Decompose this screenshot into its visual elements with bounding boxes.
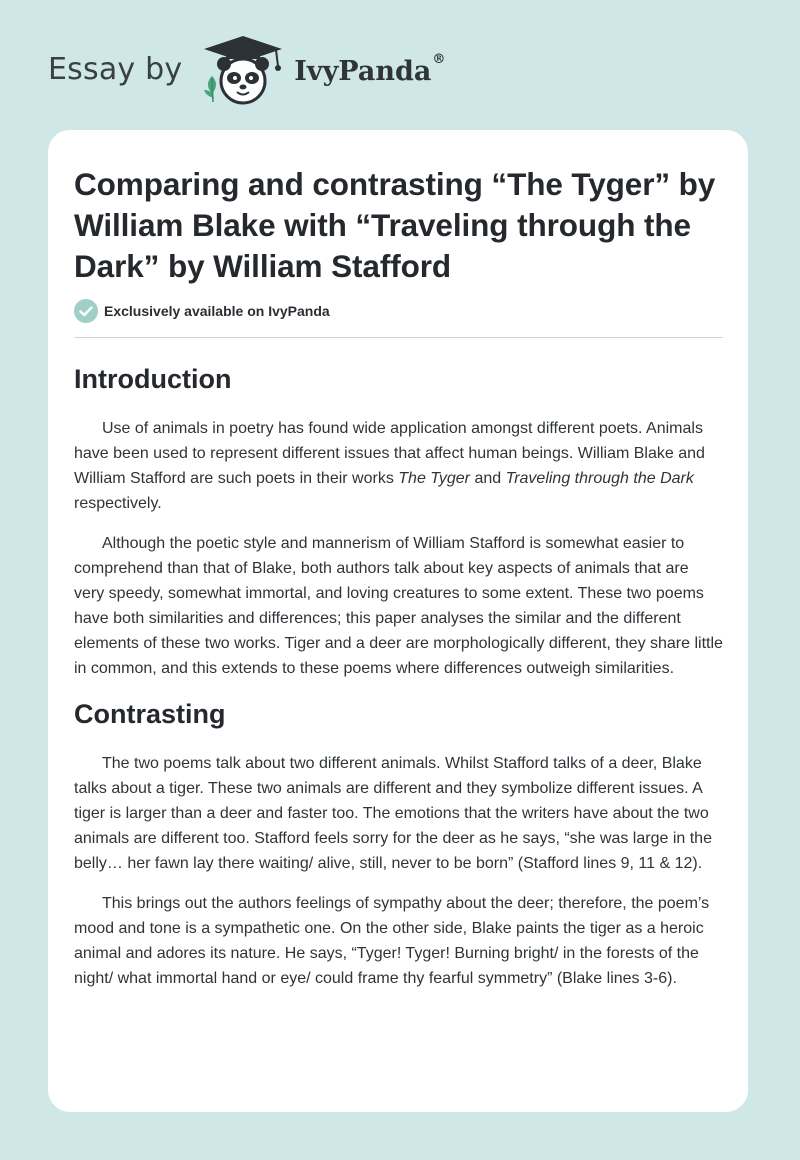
paragraph: Although the poetic style and mannerism of William Stafford is somewhat easier to comprehend than that of Blake, both authors talk about key aspects of animals that are very speedy, somewhat immortal, and loving creatures to some extent. These two poems have both similarities and differences; this paper analyses the similar and the different elements of these two works. Tiger and a deer are morphologically different, they share little in common, and this extends to these poems where differences outweigh similarities. (74, 535, 723, 677)
exclusive-badge (74, 299, 723, 323)
check-circle-icon (74, 299, 98, 323)
brand-name[interactable] (294, 51, 446, 87)
section-heading-introduction: Introduction (74, 364, 232, 394)
paragraph-text: and (470, 470, 506, 487)
essay-title: Comparing and contrasting “The Tyger” by William Blake with “Traveling through the Dark” by William Stafford (74, 166, 716, 284)
title-divider (74, 337, 723, 338)
paragraph (74, 416, 723, 516)
paragraph: This brings out the authors feelings of sympathy about the deer; therefore, the poem’s mood and tone is a sympathetic one. On the other side, Blake paints the tiger as a heroic animal and adores its nature. He says, “Tyger! Tyger! Burning bright/ in the forests of the night/ what immortal hand or eye/ could frame thy fearful symmetry” (Blake lines 3-6). (74, 895, 710, 987)
paragraph-text: Use of animals in poetry has found wide application amongst different poets. Animals have been used to represent different issues that affect human beings. William Blake and William Stafford are such poets in their works (74, 420, 705, 487)
poem-title-tyger: The Tyger (398, 470, 471, 487)
badge-label: Exclusively available on IvyPanda (104, 303, 330, 319)
paragraph-text: respectively. (74, 495, 162, 512)
brand-name-text: IvyPanda (294, 55, 432, 87)
paragraph: The two poems talk about two different animals. Whilst Stafford talks of a deer, Blake talks about a tiger. These two animals are different and they symbolize different issues. A tiger is larger than a deer and faster too. The emotions that the writers have about the two animals are different too. Stafford feels sorry for the deer as he says, “she was large in the belly… her fawn lay there waiting/ alive, still, never to be born” (Stafford lines 9, 11 & 12). (74, 755, 712, 872)
section-heading-contrasting: Contrasting (74, 699, 226, 729)
registered-mark: ® (432, 51, 446, 67)
panda-graduate-icon[interactable] (200, 34, 286, 106)
brand-prefix: Essay by (48, 51, 183, 87)
site-header (48, 36, 445, 108)
poem-title-traveling: Traveling through the Dark (505, 470, 694, 487)
essay-card (48, 130, 748, 1112)
